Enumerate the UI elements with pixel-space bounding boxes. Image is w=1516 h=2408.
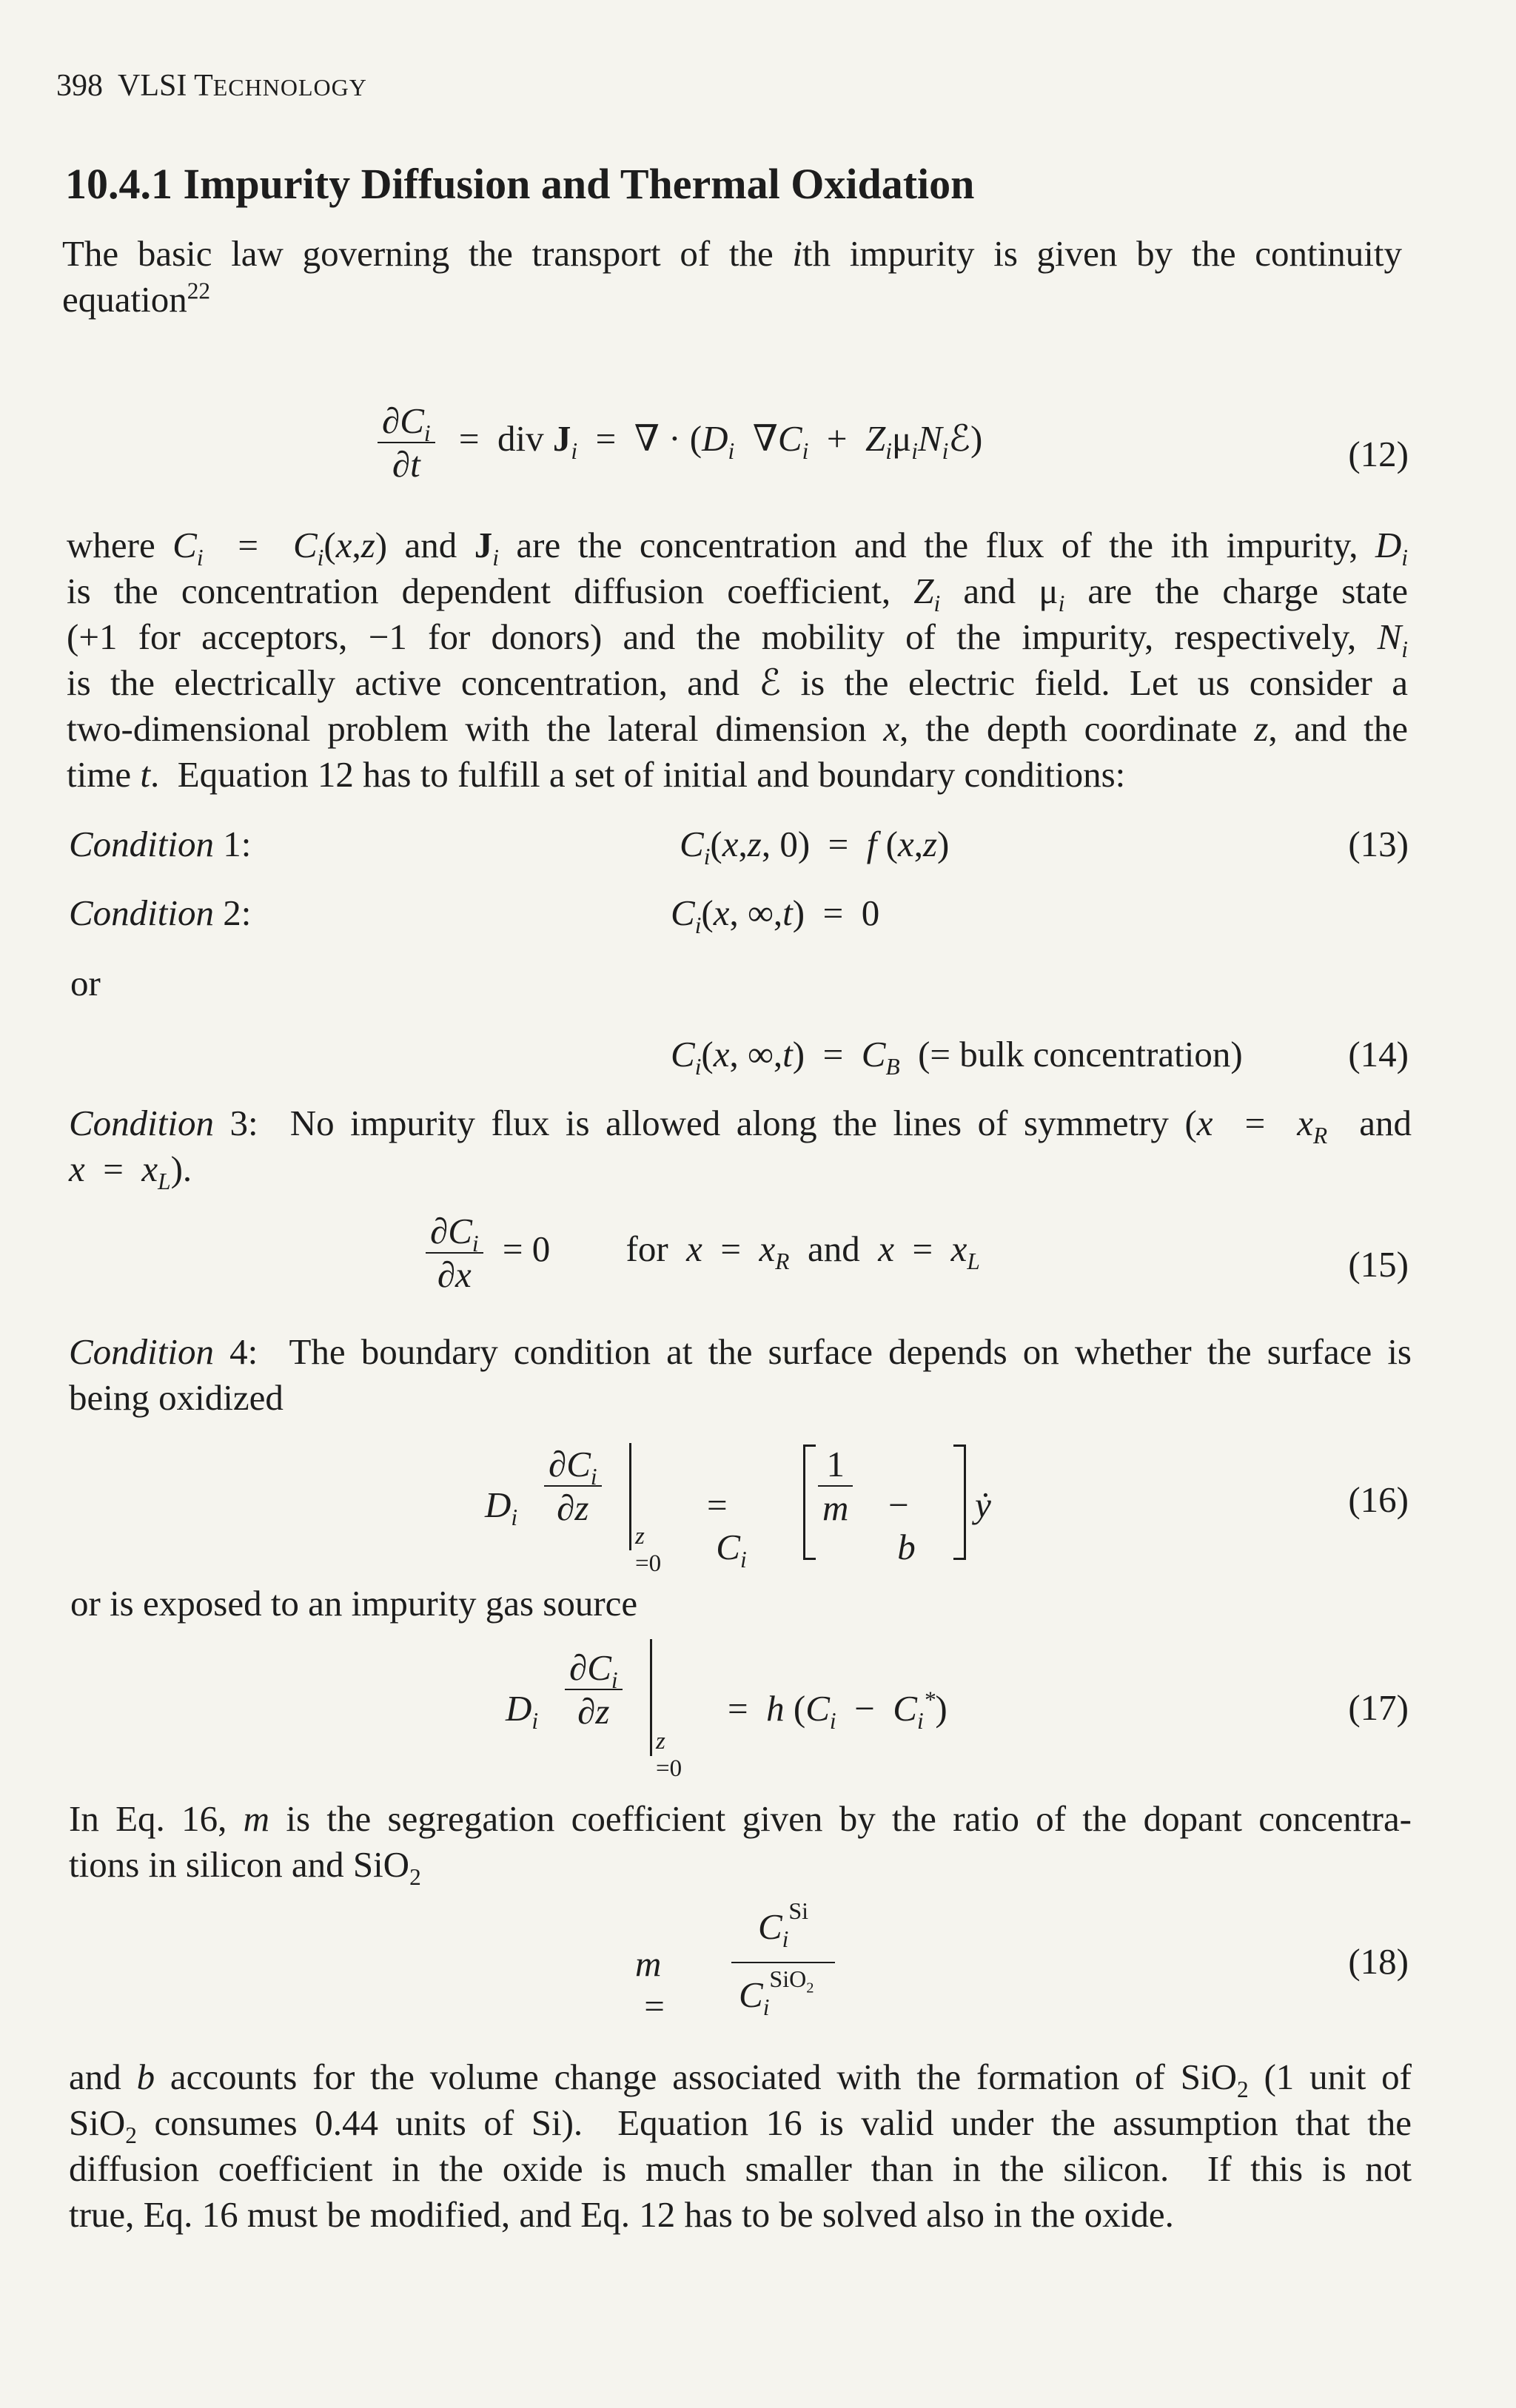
running-header: 398 VLSI TECHNOLOGY bbox=[56, 69, 367, 103]
condition-2-label: Condition 2: bbox=[69, 892, 252, 933]
section-number: 10.4.1 bbox=[65, 160, 172, 208]
closing-paragraph: and b accounts for the volume change associated with the formation of SiO$_2$ (1 unit of SiO$_2$ consumes 0.44 units of Si). Equation 16 is valid under the assumption that the diffusion coefficient in the oxide is much smaller than in the silicon. If this is not true, Eq. 16 must be modified, and Eq. 12 has to be solved also in the oxide. bbox=[69, 2056, 1412, 2235]
where-line-4: is the electrically active concentration, and ℰ is the electric field. Let us consider a bbox=[67, 662, 1408, 703]
where-paragraph bbox=[67, 522, 1408, 798]
equation-14-number: (14) bbox=[1348, 1034, 1409, 1074]
equation-13-number: (13) bbox=[1348, 824, 1409, 864]
intro-line-2: equation$^{22}$ bbox=[62, 278, 211, 320]
gas-source-text: or is exposed to an impurity gas source bbox=[70, 1583, 638, 1624]
where-line-1: where $C_i = C_i(x,z)$ and $J_i$ are the concentration and the flux of the ith impurity, $D_i$ bbox=[67, 525, 1408, 571]
footnote-ref: 22 bbox=[187, 278, 211, 304]
equation-13: $C_i(x,z$, 0) = f (x,z) bbox=[680, 824, 950, 870]
where-line-2: is the concentration dependent diffusion coefficient, $Z_i$ and $\mu_i$ are the charge state bbox=[67, 571, 1408, 616]
section-title: Impurity Diffusion and Thermal Oxidation bbox=[183, 160, 975, 208]
equation-15-number: (15) bbox=[1348, 1244, 1409, 1285]
equation-17-number: (17) bbox=[1348, 1687, 1409, 1728]
or-text: or bbox=[70, 963, 101, 1003]
condition-4-paragraph: Condition 4: The boundary condition at the surface depends on whether the surface is being oxidized bbox=[69, 1331, 1412, 1418]
intro-line-1: The basic law governing the transport of the ith impurity is given by the continuity bbox=[62, 233, 1402, 274]
equation-14: $C_i(x$, $\infty,t) = C_B$ (= bulk concentration) bbox=[671, 1034, 1243, 1080]
partial-fraction: $\frac{\partial C_i}{\partial t}$ bbox=[378, 400, 435, 485]
segregation-paragraph: In Eq. 16, m is the segregation coefficient given by the ratio of the dopant concentra- tions in silicon and SiO$_2$ bbox=[69, 1798, 1412, 1890]
condition-1-label: Condition 1: bbox=[69, 824, 252, 864]
equation-13b: $C_i(x$, ∞,t) = 0 bbox=[671, 892, 880, 938]
where-line-5: two-dimensional problem with the lateral dimension x, the depth coordinate z, and the bbox=[67, 708, 1408, 749]
equation-12-number: (12) bbox=[1348, 434, 1409, 474]
equation-15: $\frac{\partial C_i}{\partial x}$ = 0 for $x = x_R$ and $x = x_L$ bbox=[426, 1210, 980, 1296]
page-number: 398 bbox=[56, 69, 103, 103]
where-line-6: time t. Equation 12 has to fulfill a set of initial and boundary conditions: bbox=[67, 754, 1126, 795]
intro-paragraph bbox=[62, 231, 1402, 323]
where-line-3: (+1 for acceptors, −1 for donors) and the mobility of the impurity, respectively, $N_i$ bbox=[67, 616, 1408, 662]
equation-18-number: (18) bbox=[1348, 1941, 1409, 1982]
equation-12: $\frac{\partial C_i}{\partial t}$ = div $J_i$ = ∇ · ($D_i$ $\nabla C_i$ + $Z_i\mu_iN_iℰ$) bbox=[378, 400, 982, 485]
equation-16-number: (16) bbox=[1348, 1479, 1409, 1520]
condition-3-paragraph: Condition 3: No impurity flux is allowed along the lines of symmetry ($x = x_R$ and $x = x_L$). bbox=[69, 1103, 1412, 1194]
section-heading bbox=[65, 159, 974, 209]
